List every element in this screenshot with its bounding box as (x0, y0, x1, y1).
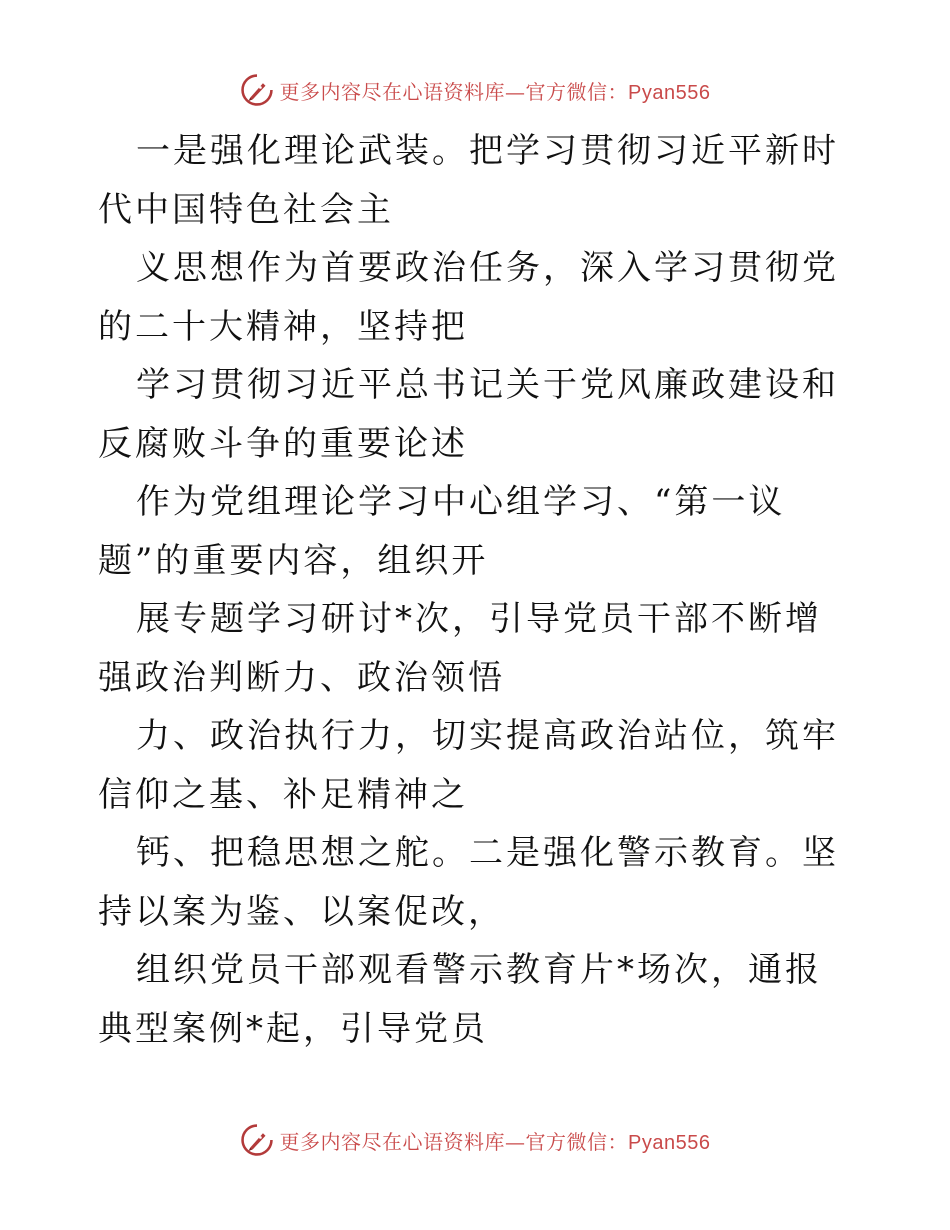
pen-nib-logo-icon (240, 73, 274, 107)
paragraph: 一是强化理论武装。把学习贯彻习近平新时代中国特色社会主 (98, 131, 839, 230)
header-site-name: 更多内容尽在心语资料库 (279, 79, 506, 104)
paragraph: 展专题学习研讨*次，引导党员干部不断增强政治判断力、政治领悟 (98, 599, 822, 698)
paragraph: 义思想作为首要政治任务，深入学习贯彻党的二十大精神，坚持把 (98, 248, 839, 347)
paragraph: 组织党员干部观看警示教育片*场次，通报典型案例*起，引导党员 (98, 950, 822, 1049)
pen-nib-logo-icon (240, 1123, 274, 1157)
paragraph: 作为党组理论学习中心组学习、“第一议题”的重要内容，组织开 (98, 482, 786, 581)
paragraph: 力、政治执行力，切实提高政治站位，筑牢信仰之基、补足精神之 (98, 716, 839, 815)
footer-banner (0, 1120, 950, 1160)
footer-wechat-account: Pyan556 (628, 1131, 711, 1154)
footer-dash: — (505, 1129, 526, 1154)
header-dash: — (505, 79, 526, 104)
paragraph: 钙、把稳思想之舵。二是强化警示教育。坚持以案为鉴、以案促改， (98, 833, 839, 932)
header-wechat-account: Pyan556 (628, 81, 711, 104)
header-wechat-label: 官方微信： (525, 79, 629, 104)
footer-site-name: 更多内容尽在心语资料库 (279, 1129, 506, 1154)
footer-wechat-label: 官方微信： (525, 1129, 629, 1154)
paragraph: 学习贯彻习近平总书记关于党风廉政建设和反腐败斗争的重要论述 (98, 365, 839, 464)
document-body (98, 122, 858, 1058)
header-banner (0, 70, 950, 110)
